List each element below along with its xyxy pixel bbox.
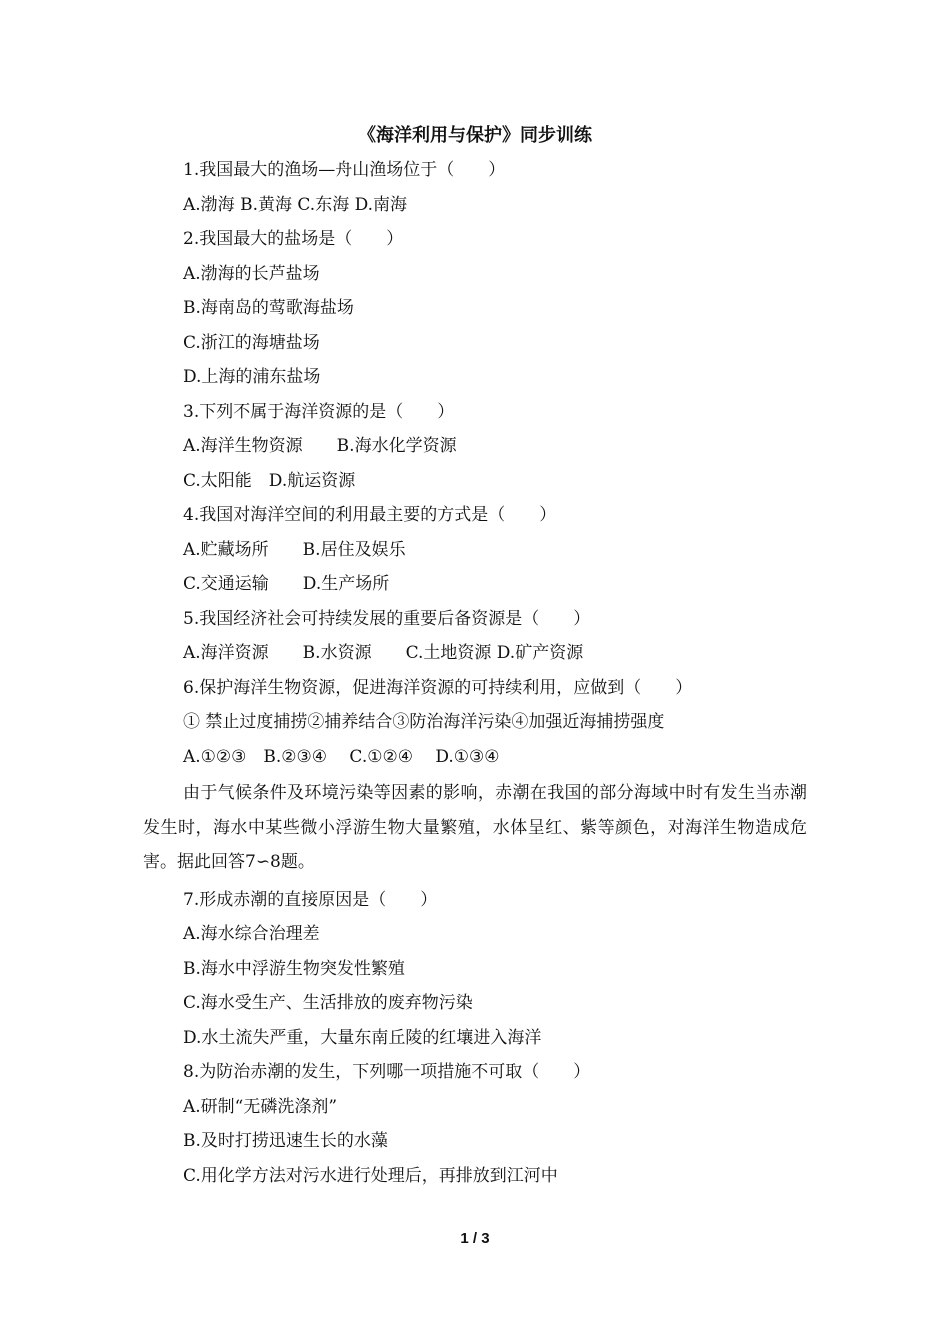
question-line: B.海水中浮游生物突发性繁殖 [183, 959, 405, 979]
question-line: 3.下列不属于海洋资源的是（ ） [183, 402, 455, 422]
question-line: C.用化学方法对污水进行处理后，再排放到江河中 [183, 1166, 558, 1186]
question-line: A.海洋生物资源 B.海水化学资源 [183, 436, 457, 456]
question-line: C.交通运输 D.生产场所 [183, 574, 390, 594]
question-line: 7.形成赤潮的直接原因是（ ） [183, 890, 438, 910]
question-line: C.太阳能 D.航运资源 [183, 471, 356, 491]
question-line: 5.我国经济社会可持续发展的重要后备资源是（ ） [183, 609, 591, 629]
question-line: D.上海的浦东盐场 [183, 367, 321, 387]
context-paragraph: 由于气候条件及环境污染等因素的影响，赤潮在我国的部分海域中时有发生当赤潮发生时，海水中某些微小浮游生物大量繁殖，水体呈红、紫等颜色，对海洋生物造成危害。据此回答7∽8题。 [143, 783, 807, 872]
question-line: A.研制“无磷洗涤剂” [183, 1097, 338, 1117]
question-line: 6.保护海洋生物资源，促进海洋资源的可持续利用，应做到（ ） [183, 678, 693, 698]
question-line: C.浙江的海塘盐场 [183, 333, 320, 353]
question-line: A.海水综合治理差 [183, 924, 320, 944]
page-number: 1 / 3 [460, 1230, 490, 1247]
question-line: ① 禁止过度捕捞②捕养结合③防治海洋污染④加强近海捕捞强度 [183, 712, 665, 732]
question-line: 1.我国最大的渔场—舟山渔场位于（ ） [183, 160, 506, 180]
question-line: B.及时打捞迅速生长的水藻 [183, 1131, 388, 1151]
question-line: A.渤海 B.黄海 C.东海 D.南海 [183, 195, 408, 215]
document-title: 《海洋利用与保护》同步训练 [358, 125, 592, 146]
question-line: A.渤海的长芦盐场 [183, 264, 320, 284]
question-line: A.海洋资源 B.水资源 C.土地资源 D.矿产资源 [183, 643, 584, 663]
question-line: D.水土流失严重，大量东南丘陵的红壤进入海洋 [183, 1028, 542, 1048]
question-line: A.贮藏场所 B.居住及娱乐 [183, 540, 406, 560]
question-line: 4.我国对海洋空间的利用最主要的方式是（ ） [183, 505, 557, 525]
question-line: B.海南岛的莺歌海盐场 [183, 298, 354, 318]
question-line: 8.为防治赤潮的发生，下列哪一项措施不可取（ ） [183, 1062, 591, 1082]
question-line: C.海水受生产、生活排放的废弃物污染 [183, 993, 473, 1013]
question-line: 2.我国最大的盐场是（ ） [183, 229, 404, 249]
question-line: A.①②③ B.②③④ C.①②④ D.①③④ [183, 747, 500, 767]
